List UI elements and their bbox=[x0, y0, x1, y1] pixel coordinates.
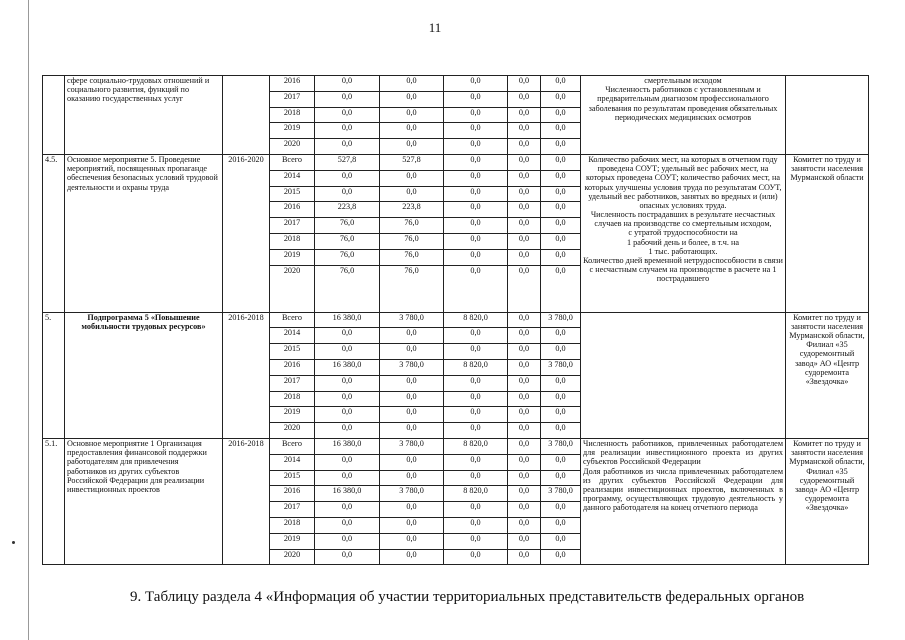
value-cell: 76,0 bbox=[380, 265, 444, 312]
value-cell: 0,0 bbox=[508, 139, 541, 155]
value-cell: 0,0 bbox=[541, 533, 581, 549]
value-cell: 0,0 bbox=[380, 533, 444, 549]
value-cell: 0,0 bbox=[380, 344, 444, 360]
item-number: 4.5. bbox=[43, 154, 65, 312]
value-cell: 0,0 bbox=[508, 391, 541, 407]
value-cell: 0,0 bbox=[508, 312, 541, 328]
value-cell: 0,0 bbox=[508, 423, 541, 439]
value-cell: 0,0 bbox=[444, 533, 508, 549]
value-cell: 0,0 bbox=[508, 344, 541, 360]
value-cell: 0,0 bbox=[380, 502, 444, 518]
value-cell: 0,0 bbox=[315, 454, 380, 470]
value-cell: 0,0 bbox=[315, 549, 380, 565]
table-row bbox=[43, 438, 869, 454]
value-cell: 0,0 bbox=[444, 375, 508, 391]
value-cell: 0,0 bbox=[508, 375, 541, 391]
year-cell: 2016 bbox=[270, 76, 315, 92]
value-cell: 0,0 bbox=[508, 170, 541, 186]
value-cell: 0,0 bbox=[315, 107, 380, 123]
item-number: 5.1. bbox=[43, 438, 65, 564]
value-cell: 0,0 bbox=[508, 533, 541, 549]
value-cell: 76,0 bbox=[315, 249, 380, 265]
item-period bbox=[223, 76, 270, 155]
value-cell: 0,0 bbox=[444, 423, 508, 439]
value-cell: 0,0 bbox=[541, 249, 581, 265]
value-cell: 0,0 bbox=[444, 233, 508, 249]
value-cell: 0,0 bbox=[508, 202, 541, 218]
value-cell: 0,0 bbox=[444, 76, 508, 92]
value-cell: 0,0 bbox=[541, 265, 581, 312]
value-cell: 0,0 bbox=[508, 76, 541, 92]
value-cell: 0,0 bbox=[508, 265, 541, 312]
value-cell: 3 780,0 bbox=[541, 359, 581, 375]
value-cell: 0,0 bbox=[444, 517, 508, 533]
value-cell: 0,0 bbox=[315, 123, 380, 139]
value-cell: 76,0 bbox=[380, 233, 444, 249]
year-cell: 2014 bbox=[270, 328, 315, 344]
value-cell: 0,0 bbox=[508, 486, 541, 502]
value-cell: 3 780,0 bbox=[380, 438, 444, 454]
value-cell: 0,0 bbox=[508, 517, 541, 533]
value-cell: 0,0 bbox=[315, 328, 380, 344]
value-cell: 0,0 bbox=[541, 91, 581, 107]
value-cell: 3 780,0 bbox=[380, 486, 444, 502]
year-cell: 2020 bbox=[270, 139, 315, 155]
value-cell: 0,0 bbox=[508, 502, 541, 518]
year-cell: Всего bbox=[270, 154, 315, 170]
value-cell: 76,0 bbox=[315, 233, 380, 249]
item-name: Основное мероприятие 1 Организация предоставления финансовой поддержки работодателям для привлечения работников из других субъектов Российской Федерации для реализации инвестиционных проектов bbox=[65, 438, 223, 564]
item-number: 5. bbox=[43, 312, 65, 438]
value-cell: 0,0 bbox=[380, 139, 444, 155]
year-cell: 2020 bbox=[270, 265, 315, 312]
item-number bbox=[43, 76, 65, 155]
value-cell: 0,0 bbox=[508, 123, 541, 139]
value-cell: 527,8 bbox=[380, 154, 444, 170]
value-cell: 0,0 bbox=[541, 517, 581, 533]
year-cell: 2019 bbox=[270, 123, 315, 139]
value-cell: 3 780,0 bbox=[541, 486, 581, 502]
indicators-text: смертельным исходом Численность работников с установленным и предварительным диагнозом профессионального заболевания по результатам проведения обязательных периодических медицинских осмотров bbox=[581, 76, 786, 155]
value-cell: 0,0 bbox=[541, 375, 581, 391]
value-cell: 0,0 bbox=[541, 328, 581, 344]
value-cell: 0,0 bbox=[380, 186, 444, 202]
value-cell: 0,0 bbox=[315, 391, 380, 407]
value-cell: 0,0 bbox=[444, 470, 508, 486]
value-cell: 0,0 bbox=[380, 407, 444, 423]
program-table bbox=[42, 75, 869, 565]
item-name: Подпрограмма 5 «Повышение мобильности трудовых ресурсов» bbox=[65, 312, 223, 438]
value-cell: 0,0 bbox=[380, 76, 444, 92]
year-cell: 2019 bbox=[270, 407, 315, 423]
value-cell: 527,8 bbox=[315, 154, 380, 170]
year-cell: 2018 bbox=[270, 107, 315, 123]
value-cell: 0,0 bbox=[541, 186, 581, 202]
value-cell: 0,0 bbox=[444, 407, 508, 423]
value-cell: 0,0 bbox=[541, 549, 581, 565]
value-cell: 0,0 bbox=[444, 107, 508, 123]
year-cell: 2020 bbox=[270, 549, 315, 565]
value-cell: 76,0 bbox=[380, 249, 444, 265]
item-period: 2016-2018 bbox=[223, 312, 270, 438]
year-cell: 2017 bbox=[270, 218, 315, 234]
value-cell: 16 380,0 bbox=[315, 359, 380, 375]
year-cell: 2020 bbox=[270, 423, 315, 439]
year-cell: 2019 bbox=[270, 249, 315, 265]
year-cell: 2018 bbox=[270, 391, 315, 407]
value-cell: 76,0 bbox=[315, 265, 380, 312]
value-cell: 0,0 bbox=[380, 170, 444, 186]
value-cell: 0,0 bbox=[315, 186, 380, 202]
indicators-text bbox=[581, 312, 786, 438]
item-name: сфере социально-трудовых отношений и социального развития, функций по оказанию государственных услуг bbox=[65, 76, 223, 155]
value-cell: 76,0 bbox=[315, 218, 380, 234]
value-cell: 0,0 bbox=[315, 375, 380, 391]
value-cell: 0,0 bbox=[444, 218, 508, 234]
value-cell: 0,0 bbox=[541, 502, 581, 518]
value-cell: 0,0 bbox=[380, 549, 444, 565]
value-cell: 3 780,0 bbox=[541, 438, 581, 454]
value-cell: 0,0 bbox=[444, 170, 508, 186]
year-cell: Всего bbox=[270, 312, 315, 328]
year-cell: 2015 bbox=[270, 344, 315, 360]
value-cell: 16 380,0 bbox=[315, 312, 380, 328]
value-cell: 0,0 bbox=[541, 202, 581, 218]
value-cell: 0,0 bbox=[444, 454, 508, 470]
value-cell: 0,0 bbox=[315, 139, 380, 155]
executor-text: Комитет по труду и занятости населения Мурманской области, Филиал «35 судоремонтный завод» АО «Центр судоремонта «Звездочка» bbox=[786, 312, 869, 438]
value-cell: 0,0 bbox=[541, 407, 581, 423]
value-cell: 0,0 bbox=[508, 438, 541, 454]
value-cell: 0,0 bbox=[541, 233, 581, 249]
value-cell: 8 820,0 bbox=[444, 486, 508, 502]
value-cell: 0,0 bbox=[444, 328, 508, 344]
year-cell: 2015 bbox=[270, 470, 315, 486]
value-cell: 0,0 bbox=[315, 470, 380, 486]
value-cell: 0,0 bbox=[444, 91, 508, 107]
page-number: 11 bbox=[428, 20, 442, 35]
value-cell: 223,8 bbox=[380, 202, 444, 218]
value-cell: 16 380,0 bbox=[315, 486, 380, 502]
scan-speck bbox=[12, 541, 15, 544]
value-cell: 0,0 bbox=[380, 423, 444, 439]
value-cell: 0,0 bbox=[444, 502, 508, 518]
value-cell: 76,0 bbox=[380, 218, 444, 234]
value-cell: 0,0 bbox=[541, 344, 581, 360]
value-cell: 0,0 bbox=[444, 391, 508, 407]
value-cell: 0,0 bbox=[508, 249, 541, 265]
value-cell: 0,0 bbox=[508, 218, 541, 234]
executor-text: Комитет по труду и занятости населения Мурманской области bbox=[786, 154, 869, 312]
value-cell: 0,0 bbox=[508, 328, 541, 344]
value-cell: 0,0 bbox=[315, 423, 380, 439]
value-cell: 0,0 bbox=[444, 123, 508, 139]
value-cell: 0,0 bbox=[315, 533, 380, 549]
value-cell: 0,0 bbox=[508, 454, 541, 470]
value-cell: 0,0 bbox=[444, 344, 508, 360]
value-cell: 0,0 bbox=[444, 265, 508, 312]
value-cell: 8 820,0 bbox=[444, 312, 508, 328]
table-row bbox=[43, 154, 869, 170]
year-cell: 2015 bbox=[270, 186, 315, 202]
value-cell: 0,0 bbox=[380, 454, 444, 470]
item-period: 2016-2018 bbox=[223, 438, 270, 564]
value-cell: 0,0 bbox=[380, 470, 444, 486]
value-cell: 0,0 bbox=[541, 123, 581, 139]
section-9-paragraph: 9. Таблицу раздела 4 «Информация об участии территориальных представительств федеральных органов bbox=[130, 589, 805, 605]
value-cell: 0,0 bbox=[541, 139, 581, 155]
value-cell: 0,0 bbox=[444, 186, 508, 202]
value-cell: 0,0 bbox=[315, 502, 380, 518]
value-cell: 0,0 bbox=[444, 139, 508, 155]
value-cell: 0,0 bbox=[380, 391, 444, 407]
table-row bbox=[43, 312, 869, 328]
year-cell: 2016 bbox=[270, 202, 315, 218]
scan-edge-line bbox=[28, 0, 29, 640]
value-cell: 0,0 bbox=[508, 186, 541, 202]
value-cell: 16 380,0 bbox=[315, 438, 380, 454]
value-cell: 0,0 bbox=[380, 107, 444, 123]
year-cell: 2014 bbox=[270, 454, 315, 470]
value-cell: 0,0 bbox=[380, 91, 444, 107]
value-cell: 0,0 bbox=[541, 391, 581, 407]
value-cell: 223,8 bbox=[315, 202, 380, 218]
value-cell: 0,0 bbox=[444, 154, 508, 170]
year-cell: 2017 bbox=[270, 91, 315, 107]
value-cell: 0,0 bbox=[541, 218, 581, 234]
year-cell: 2016 bbox=[270, 486, 315, 502]
year-cell: 2016 bbox=[270, 359, 315, 375]
value-cell: 0,0 bbox=[508, 233, 541, 249]
value-cell: 8 820,0 bbox=[444, 438, 508, 454]
value-cell: 0,0 bbox=[508, 91, 541, 107]
year-cell: 2018 bbox=[270, 233, 315, 249]
item-period: 2016-2020 bbox=[223, 154, 270, 312]
year-cell: 2014 bbox=[270, 170, 315, 186]
value-cell: 0,0 bbox=[315, 170, 380, 186]
value-cell: 0,0 bbox=[541, 423, 581, 439]
year-cell: 2017 bbox=[270, 375, 315, 391]
value-cell: 0,0 bbox=[444, 549, 508, 565]
item-name: Основное мероприятие 5. Проведение мероприятий, посвященных пропаганде обеспечения безопасных условий трудовой деятельности и охраны труда bbox=[65, 154, 223, 312]
value-cell: 0,0 bbox=[541, 170, 581, 186]
value-cell: 0,0 bbox=[508, 154, 541, 170]
value-cell: 0,0 bbox=[315, 407, 380, 423]
executor-text: Комитет по труду и занятости населения Мурманской области, Филиал «35 судоремонтный завод» АО «Центр судоремонта «Звездочка» bbox=[786, 438, 869, 564]
value-cell: 8 820,0 bbox=[444, 359, 508, 375]
value-cell: 0,0 bbox=[541, 154, 581, 170]
year-cell: 2018 bbox=[270, 517, 315, 533]
year-cell: 2017 bbox=[270, 502, 315, 518]
value-cell: 0,0 bbox=[541, 470, 581, 486]
year-cell: 2019 bbox=[270, 533, 315, 549]
value-cell: 0,0 bbox=[508, 107, 541, 123]
year-cell: Всего bbox=[270, 438, 315, 454]
value-cell: 0,0 bbox=[380, 517, 444, 533]
value-cell: 3 780,0 bbox=[380, 359, 444, 375]
table-row bbox=[43, 76, 869, 92]
value-cell: 0,0 bbox=[444, 249, 508, 265]
value-cell: 0,0 bbox=[541, 454, 581, 470]
value-cell: 3 780,0 bbox=[380, 312, 444, 328]
executor-text bbox=[786, 76, 869, 155]
value-cell: 0,0 bbox=[508, 407, 541, 423]
value-cell: 0,0 bbox=[508, 470, 541, 486]
value-cell: 0,0 bbox=[380, 328, 444, 344]
value-cell: 0,0 bbox=[315, 517, 380, 533]
value-cell: 0,0 bbox=[380, 375, 444, 391]
value-cell: 0,0 bbox=[380, 123, 444, 139]
value-cell: 0,0 bbox=[315, 76, 380, 92]
indicators-text: Численность работников, привлеченных работодателем для реализации инвестиционного проекта из других субъектов Российской Федерации Доля работников из числа привлеченных работодателем из других субъектов Российской Федерации для реализации инвестиционных проектов, включенных в программу, осуществляющих трудовую деятельность у данного работодателя на конец отчетного периода bbox=[581, 438, 786, 564]
value-cell: 3 780,0 bbox=[541, 312, 581, 328]
value-cell: 0,0 bbox=[444, 202, 508, 218]
value-cell: 0,0 bbox=[508, 359, 541, 375]
value-cell: 0,0 bbox=[315, 91, 380, 107]
value-cell: 0,0 bbox=[508, 549, 541, 565]
indicators-text: Количество рабочих мест, на которых в отчетном году проведена СОУТ; удельный вес рабочих мест, на которых проведена СОУТ; количество рабочих мест, на которых улучшены условия труда по результатам СОУТ, удельный вес работников, занятых во вредных и (или) опасных условиях труда. Численность пострадавших в результате несчастных случаев на производстве со смертельным исходом, с утратой трудоспособности на 1 рабочий день и более, в т.ч. на 1 тыс. работающих. Количество дней временной нетрудоспособности в связи с несчастным случаем на производстве в расчете на 1 пострадавшего bbox=[581, 154, 786, 312]
value-cell: 0,0 bbox=[541, 107, 581, 123]
value-cell: 0,0 bbox=[315, 344, 380, 360]
value-cell: 0,0 bbox=[541, 76, 581, 92]
